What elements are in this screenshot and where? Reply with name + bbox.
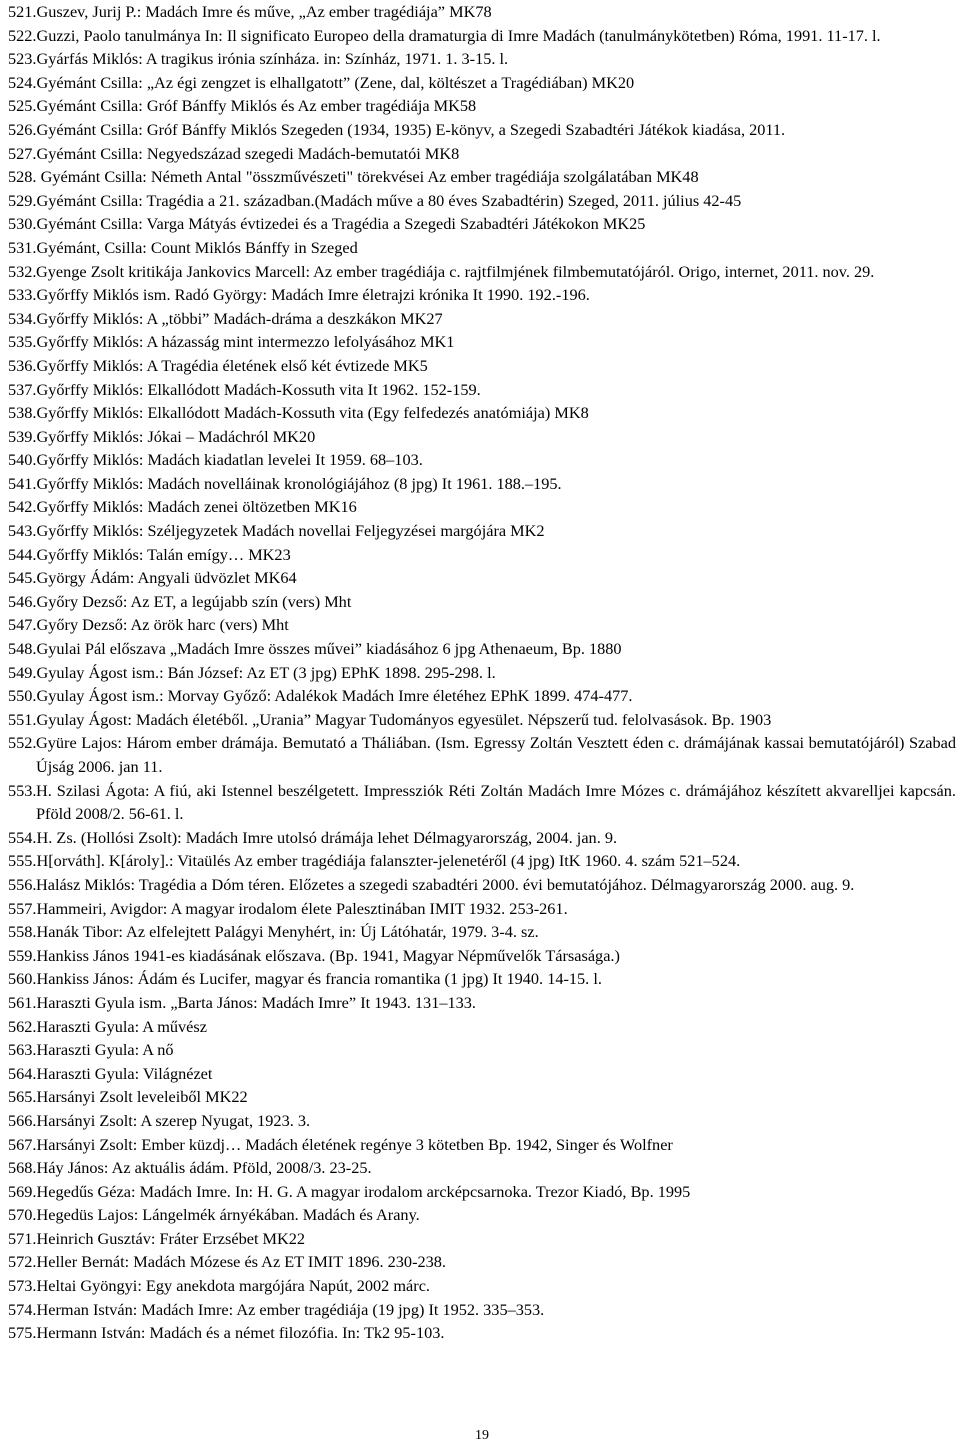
bibliography-entry <box>8 425 956 449</box>
entry-number: 572. <box>8 1252 37 1272</box>
entry-number: 550. <box>8 686 37 706</box>
entry-text: Gyüre Lajos: Három ember drámája. Bemutató a Tháliában. (Ism. Egressy Zoltán Vesztett éden c. drámájának kassai bemutatójáról) Szabad Újság 2006. jan 11. <box>36 733 956 776</box>
bibliography-entry <box>8 378 956 402</box>
entry-text: György Ádám: Angyali üdvözlet MK64 <box>36 568 297 588</box>
entry-number: 541. <box>8 473 37 493</box>
entry-number: 556. <box>8 874 37 894</box>
entry-text: Győrffy Miklós: A házasság mint intermezzo lefolyásához MK1 <box>36 332 455 352</box>
bibliography-entry <box>8 1085 956 1109</box>
entry-number: 552. <box>8 733 37 753</box>
entry-number: 536. <box>8 355 37 375</box>
entry-number: 571. <box>8 1228 37 1248</box>
entry-number: 554. <box>8 827 37 847</box>
bibliography-entry <box>8 1321 956 1345</box>
bibliography-entry <box>8 897 956 921</box>
entry-number: 528. <box>8 167 37 187</box>
bibliography-entry <box>8 708 956 732</box>
entry-number: 547. <box>8 615 37 635</box>
bibliography-entry <box>8 189 956 213</box>
entry-text: Heller Bernát: Madách Mózese és Az ET IMIT 1896. 230-238. <box>36 1252 446 1272</box>
bibliography-entry <box>8 330 956 354</box>
entry-number: 557. <box>8 898 37 918</box>
entry-number: 549. <box>8 662 37 682</box>
entry-number: 530. <box>8 214 37 234</box>
entry-text: Gyémánt Csilla: Németh Antal "összművészeti" törekvései Az ember tragédiája szolgálatában MK48 <box>36 167 699 187</box>
bibliography-entry <box>8 1038 956 1062</box>
bibliography-entry <box>8 967 956 991</box>
entry-number: 573. <box>8 1276 37 1296</box>
bibliography-entry <box>8 472 956 496</box>
bibliography-entry <box>8 212 956 236</box>
entry-text: Gyulay Ágost: Madách életéből. „Urania” Magyar Tudományos egyesület. Népszerű tud. felolvasások. Bp. 1903 <box>36 709 772 729</box>
entry-text: Gyémánt Csilla: Varga Mátyás évtizedei és a Tragédia a Szegedi Szabadtéri Játékokon MK25 <box>36 214 646 234</box>
entry-text: Győrffy Miklós: Elkallódott Madách-Kossuth vita (Egy felfedezés anatómiája) MK8 <box>36 403 589 423</box>
entry-text: Haraszti Gyula ism. „Barta János: Madách Imre” It 1943. 131–133. <box>36 992 476 1012</box>
bibliography-entry <box>8 94 956 118</box>
bibliography-entry <box>8 307 956 331</box>
bibliography-list <box>8 0 956 1345</box>
entry-text: Heinrich Gusztáv: Fráter Erzsébet MK22 <box>36 1228 306 1248</box>
entry-text: Hegedüs Lajos: Lángelmék árnyékában. Madách és Arany. <box>36 1205 420 1225</box>
entry-text: H. Szilasi Ágota: A fiú, aki Istennel beszélgetett. Impressziók Réti Zoltán Madách Imre Mózes c. drámájához készített akvarelljei kapcsán. Pföld 2008/2. 56-61. l. <box>36 780 956 824</box>
entry-number: 535. <box>8 332 37 352</box>
entry-number: 564. <box>8 1063 37 1083</box>
bibliography-entry <box>8 1062 956 1086</box>
entry-text: Hankiss János 1941-es kiadásának előszava. (Bp. 1941, Magyar Népművelők Társasága.) <box>36 945 620 965</box>
bibliography-entry <box>8 920 956 944</box>
entry-text: Győrffy Miklós: Madách novelláinak kronológiájához (8 jpg) It 1961. 188.–195. <box>36 473 562 493</box>
entry-number: 542. <box>8 497 37 517</box>
entry-text: Gyémánt Csilla: Gróf Bánffy Miklós és Az ember tragédiája MK58 <box>36 96 477 116</box>
bibliography-entry <box>8 543 956 567</box>
entry-number: 575. <box>8 1323 37 1343</box>
bibliography-entry <box>8 1227 956 1251</box>
bibliography-entry <box>8 283 956 307</box>
entry-text: Gyulay Ágost ism.: Morvay Győző: Adalékok Madách Imre életéhez EPhK 1899. 474-477. <box>36 686 633 706</box>
entry-number: 522. <box>8 25 37 45</box>
entry-number: 532. <box>8 261 37 281</box>
bibliography-entry <box>8 165 956 189</box>
entry-number: 531. <box>8 237 37 257</box>
entry-number: 523. <box>8 49 37 69</box>
entry-number: 539. <box>8 426 37 446</box>
bibliography-entry <box>8 1109 956 1133</box>
bibliography-entry <box>8 448 956 472</box>
entry-number: 543. <box>8 521 37 541</box>
entry-number: 569. <box>8 1181 37 1201</box>
entry-text: Győrffy Miklós: Madách kiadatlan levelei It 1959. 68–103. <box>36 450 423 470</box>
entry-text: Győrffy Miklós: Jókai – Madáchról MK20 <box>36 426 316 446</box>
entry-number: 538. <box>8 403 37 423</box>
page-number: 19 <box>475 1428 489 1443</box>
entry-text: Gyémánt Csilla: „Az égi zengzet is elhallgatott” (Zene, dal, költészet a Tragédiában) MK20 <box>36 72 635 92</box>
entry-text: Gyémánt Csilla: Tragédia a 21. században.(Madách műve a 80 éves Szabadtérin) Szeged, 2011. július 42-45 <box>36 190 742 210</box>
entry-text: Halász Miklós: Tragédia a Dóm téren. Előzetes a szegedi szabadtéri 2000. évi bemutatójához. Délmagyarország 2000. aug. 9. <box>36 874 855 894</box>
entry-text: Gyenge Zsolt kritikája Jankovics Marcell: Az ember tragédiája c. rajtfilmjének filmbemutatójáról. Origo, internet, 2011. nov. 29. <box>36 261 875 281</box>
entry-text: Győrffy Miklós ism. Radó György: Madách Imre életrajzi krónika It 1990. 192.-196. <box>36 285 590 305</box>
bibliography-entry <box>8 142 956 166</box>
entry-number: 521. <box>8 2 37 21</box>
entry-text: Guzzi, Paolo tanulmánya In: Il significato Europeo della dramaturgia di Imre Madách (tanulmánykötetben) Róma, 1991. 11-17. l. <box>36 25 881 45</box>
entry-number: 537. <box>8 379 37 399</box>
entry-number: 563. <box>8 1040 37 1060</box>
entry-number: 562. <box>8 1016 37 1036</box>
bibliography-entry <box>8 519 956 543</box>
entry-number: 565. <box>8 1087 37 1107</box>
entry-text: Hammeiri, Avigdor: A magyar irodalom élete Palesztinában IMIT 1932. 253-261. <box>36 898 568 918</box>
entry-number: 527. <box>8 143 37 163</box>
bibliography-entry <box>8 401 956 425</box>
bibliography-entry <box>8 1133 956 1157</box>
entry-number: 548. <box>8 639 37 659</box>
bibliography-entry <box>8 71 956 95</box>
bibliography-entry <box>8 991 956 1015</box>
entry-number: 524. <box>8 72 37 92</box>
bibliography-entry <box>8 0 956 24</box>
entry-text: Haraszti Gyula: A művész <box>36 1016 207 1036</box>
entry-text: Hanák Tibor: Az elfelejtett Palágyi Menyhért, in: Új Látóhatár, 1979. 3-4. sz. <box>36 922 539 942</box>
bibliography-entry <box>8 731 956 778</box>
entry-text: Győry Dezső: Az örök harc (vers) Mht <box>36 615 289 635</box>
bibliography-entry <box>8 495 956 519</box>
bibliography-entry <box>8 684 956 708</box>
bibliography-entry <box>8 1156 956 1180</box>
entry-text: Hankiss János: Ádám és Lucifer, magyar és francia romantika (1 jpg) It 1940. 14-15. l. <box>36 969 602 989</box>
bibliography-entry <box>8 590 956 614</box>
entry-number: 568. <box>8 1158 37 1178</box>
bibliography-entry <box>8 1015 956 1039</box>
entry-number: 529. <box>8 190 37 210</box>
entry-text: Győrffy Miklós: Madách zenei öltözetben MK16 <box>36 497 357 517</box>
entry-text: Gyémánt, Csilla: Count Miklós Bánffy in Szeged <box>36 237 358 257</box>
entry-number: 551. <box>8 709 37 729</box>
entry-text: Guszev, Jurij P.: Madách Imre és műve, „Az ember tragédiája” MK78 <box>36 2 492 21</box>
bibliography-entry <box>8 637 956 661</box>
entry-text: Gyulay Ágost ism.: Bán József: Az ET (3 jpg) EPhK 1898. 295-298. l. <box>36 662 496 682</box>
entry-text: Harsányi Zsolt: Ember küzdj… Madách életének regénye 3 kötetben Bp. 1942, Singer és Wolfner <box>36 1134 673 1154</box>
entry-text: Győrffy Miklós: A „többi” Madách-dráma a deszkákon MK27 <box>36 308 443 328</box>
entry-text: Gyémánt Csilla: Negyedszázad szegedi Madách-bemutatói MK8 <box>36 143 460 163</box>
entry-text: Harsányi Zsolt leveleiből MK22 <box>36 1087 248 1107</box>
entry-text: Győrffy Miklós: Elkallódott Madách-Kossuth vita It 1962. 152-159. <box>36 379 481 399</box>
bibliography-entry <box>8 873 956 897</box>
bibliography-entry <box>8 779 956 826</box>
entry-text: H[orváth]. K[ároly].: Vitaülés Az ember tragédiája falanszter-jelenetéről (4 jpg) ItK 1960. 4. szám 521–524. <box>36 851 741 871</box>
entry-text: Hermann István: Madách és a német filozófia. In: Tk2 95-103. <box>36 1323 445 1343</box>
entry-number: 553. <box>8 780 37 800</box>
bibliography-entry <box>8 661 956 685</box>
entry-number: 544. <box>8 544 37 564</box>
bibliography-entry <box>8 24 956 48</box>
entry-number: 540. <box>8 450 37 470</box>
entry-number: 558. <box>8 922 37 942</box>
entry-text: Herman István: Madách Imre: Az ember tragédiája (19 jpg) It 1952. 335–353. <box>36 1299 545 1319</box>
entry-text: Gyémánt Csilla: Gróf Bánffy Miklós Szegeden (1934, 1935) E-könyv, a Szegedi Szabadtéri Játékok kiadása, 2011. <box>36 119 786 139</box>
bibliography-entry <box>8 1203 956 1227</box>
bibliography-entry <box>8 613 956 637</box>
entry-number: 567. <box>8 1134 37 1154</box>
entry-text: Győrffy Miklós: Széljegyzetek Madách novellai Feljegyzései margójára MK2 <box>36 521 545 541</box>
document-page <box>8 0 956 1446</box>
bibliography-entry <box>8 1274 956 1298</box>
bibliography-entry <box>8 1250 956 1274</box>
bibliography-entry <box>8 944 956 968</box>
entry-number: 533. <box>8 285 37 305</box>
bibliography-entry <box>8 47 956 71</box>
bibliography-entry <box>8 354 956 378</box>
entry-number: 525. <box>8 96 37 116</box>
bibliography-entry <box>8 118 956 142</box>
bibliography-entry <box>8 566 956 590</box>
bibliography-entry <box>8 260 956 284</box>
entry-text: Háy János: Az aktuális ádám. Pföld, 2008/3. 23-25. <box>36 1158 372 1178</box>
entry-text: H. Zs. (Hollósi Zsolt): Madách Imre utolsó drámája lehet Délmagyarország, 2004. jan. 9. <box>36 827 618 847</box>
entry-text: Haraszti Gyula: A nő <box>36 1040 174 1060</box>
entry-number: 555. <box>8 851 37 871</box>
bibliography-entry <box>8 236 956 260</box>
entry-number: 561. <box>8 992 37 1012</box>
entry-number: 570. <box>8 1205 37 1225</box>
entry-text: Hegedűs Géza: Madách Imre. In: H. G. A magyar irodalom arcképcsarnoka. Trezor Kiadó, Bp. 1995 <box>36 1181 691 1201</box>
entry-text: Gyulai Pál előszava „Madách Imre összes művei” kiadásához 6 jpg Athenaeum, Bp. 1880 <box>36 639 622 659</box>
entry-number: 560. <box>8 969 37 989</box>
bibliography-entry <box>8 826 956 850</box>
entry-text: Győrffy Miklós: A Tragédia életének első két évtizede MK5 <box>36 355 428 375</box>
entry-number: 559. <box>8 945 37 965</box>
entry-text: Harsányi Zsolt: A szerep Nyugat, 1923. 3. <box>36 1110 311 1130</box>
entry-number: 566. <box>8 1110 37 1130</box>
entry-number: 574. <box>8 1299 37 1319</box>
bibliography-entry <box>8 1180 956 1204</box>
entry-text: Gyárfás Miklós: A tragikus irónia színháza. in: Színház, 1971. 1. 3-15. l. <box>36 49 509 69</box>
entry-number: 534. <box>8 308 37 328</box>
entry-number: 545. <box>8 568 37 588</box>
bibliography-entry <box>8 849 956 873</box>
entry-text: Győrffy Miklós: Talán emígy… MK23 <box>36 544 291 564</box>
bibliography-entry <box>8 1298 956 1322</box>
entry-number: 546. <box>8 591 37 611</box>
entry-number: 526. <box>8 119 37 139</box>
entry-text: Győry Dezső: Az ET, a legújabb szín (vers) Mht <box>36 591 352 611</box>
entry-text: Haraszti Gyula: Világnézet <box>36 1063 213 1083</box>
entry-text: Heltai Gyöngyi: Egy anekdota margójára Napút, 2002 márc. <box>36 1276 431 1296</box>
